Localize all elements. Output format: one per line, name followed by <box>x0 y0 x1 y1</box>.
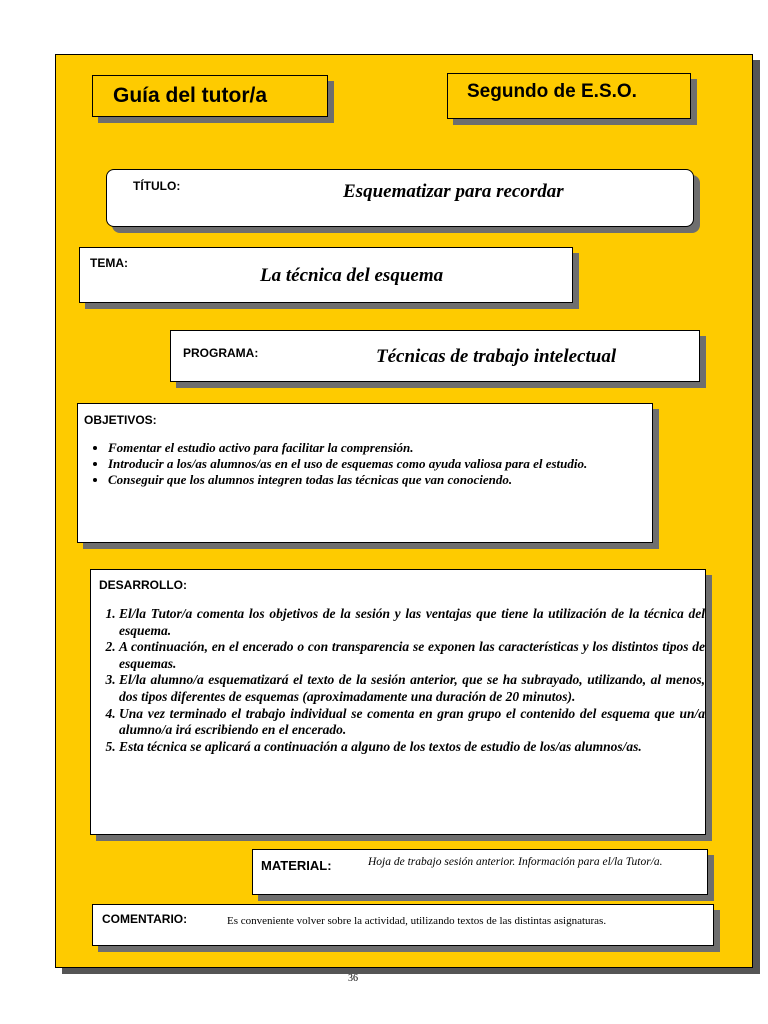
programa-box <box>170 330 700 382</box>
tema-label: TEMA: <box>90 256 128 270</box>
programa-label: PROGRAMA: <box>183 346 259 360</box>
page-number: 36 <box>348 973 358 984</box>
desarrollo-list <box>97 606 705 755</box>
guide-title: Guía del tutor/a <box>113 84 268 107</box>
titulo-value: Esquematizar para recordar <box>343 181 564 202</box>
comentario-box <box>92 904 714 946</box>
objetivos-box <box>77 403 653 543</box>
material-value: Hoja de trabajo sesión anterior. Información para el/la Tutor/a. <box>368 856 663 868</box>
level-label: Segundo de E.S.O. <box>467 81 637 102</box>
level-box <box>447 73 691 119</box>
objetivos-label: OBJETIVOS: <box>84 413 157 427</box>
desarrollo-label: DESARROLLO: <box>99 578 187 592</box>
desarrollo-item: 4. Una vez terminado el trabajo individual se comenta en gran grupo el contenido del esquema que un/a alumno/a irá escribiendo en el encerado. <box>119 706 705 739</box>
guide-title-box <box>92 75 328 117</box>
comentario-label: COMENTARIO: <box>102 912 188 926</box>
objetivo-item: • Conseguir que los alumnos integren todas las técnicas que van conociendo. <box>108 472 648 488</box>
tema-box <box>79 247 573 303</box>
titulo-box <box>106 169 694 227</box>
material-box <box>252 849 708 895</box>
desarrollo-item: 1. El/la Tutor/a comenta los objetivos de la sesión y las ventajas que tiene la utilización de la técnica del esquema. <box>119 606 705 639</box>
desarrollo-item: 2. A continuación, en el encerado o con transparencia se exponen las características y los distintos tipos de esquemas. <box>119 639 705 672</box>
desarrollo-item: 3. El/la alumno/a esquematizará el texto de la sesión anterior, que se ha subrayado, utilizando, al menos, dos tipos diferentes de esquemas (aproximadamente una duración de 20 minutos). <box>119 672 705 705</box>
desarrollo-box <box>90 569 706 835</box>
comentario-value: Es conveniente volver sobre la actividad, utilizando textos de las distintas asignaturas. <box>227 915 607 927</box>
objetivo-item: • Fomentar el estudio activo para facilitar la comprensión. <box>108 440 648 456</box>
titulo-label: TÍTULO: <box>133 179 181 193</box>
programa-value: Técnicas de trabajo intelectual <box>376 346 617 367</box>
objetivos-list <box>84 440 648 488</box>
material-label: MATERIAL: <box>261 858 332 873</box>
tema-value: La técnica del esquema <box>260 265 444 286</box>
desarrollo-item: 5. Esta técnica se aplicará a continuación a alguno de los textos de estudio de los/as alumnos/as. <box>119 739 705 756</box>
worksheet-page <box>55 54 753 968</box>
objetivo-item: • Introducir a los/as alumnos/as en el uso de esquemas como ayuda valiosa para el estudio. <box>108 456 648 472</box>
